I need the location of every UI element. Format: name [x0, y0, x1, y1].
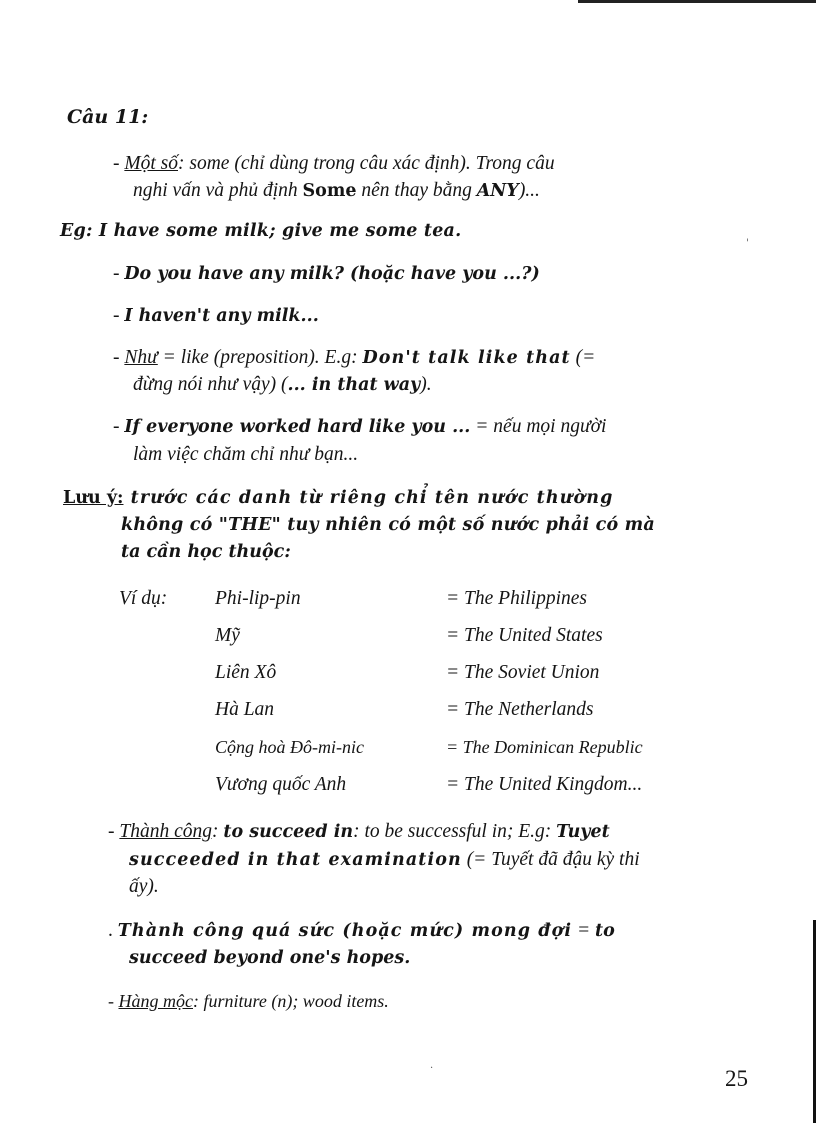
note-label: Lưu ý: — [63, 488, 124, 508]
term-hang-moc: Hàng mộc — [118, 991, 193, 1011]
paragraph-if-everyone-line2: làm việc chăm chỉ như bạn... — [133, 444, 359, 465]
note-line3: ta cần học thuộc: — [121, 542, 291, 562]
term-nhu: Như — [124, 347, 158, 368]
example-label: Ví dụ: — [119, 588, 168, 609]
scan-speck: . — [430, 1060, 434, 1071]
paragraph-hang-moc: - Hàng mộc: furniture (n); wood items. — [108, 991, 389, 1011]
paragraph-nhu-line2: đừng nói như vậy) (... in that way). — [133, 374, 432, 395]
paragraph-thanh-cong-line2: succeeded in that examination (= Tuyết đã đậu kỳ thi — [129, 849, 640, 870]
section-heading: Câu 11: — [67, 106, 149, 128]
paragraph-nhu: - Như = like (preposition). E.g: Don't talk like that (= — [113, 347, 596, 368]
paragraph-thanh-cong-qua-suc: . Thành công quá sức (hoặc mức) mong đợi = to — [108, 920, 615, 941]
paragraph-thanh-cong: - Thành công: to succeed in: to be successful in; E.g: Tuyet — [108, 821, 610, 842]
answer-havent-milk: - I haven't any milk... — [113, 305, 319, 326]
term-thanh-cong: Thành công — [119, 821, 212, 842]
paragraph-thanh-cong-line3: ấy). — [129, 876, 159, 897]
note-line2: không có "THE" tuy nhiên có một số nước phải có mà — [121, 515, 655, 535]
question-any-milk: - Do you have any milk? (hoặc have you ...?) — [113, 263, 540, 284]
scan-speck: ' — [746, 238, 749, 249]
note-luu-y: Lưu ý: trước các danh từ riêng chỉ tên nước thường — [63, 488, 614, 508]
paragraph-thanh-cong-qua-suc-line2: succeed beyond one's hopes. — [129, 948, 411, 968]
term-mot-so: Một số — [124, 153, 178, 174]
example-sentence: Eg: I have some milk; give me some tea. — [60, 221, 462, 241]
top-border-line — [578, 0, 816, 3]
paragraph-mot-so: - Một số: some (chỉ dùng trong câu xác định). Trong câu — [113, 153, 555, 174]
paragraph-if-everyone: - If everyone worked hard like you ... = nếu mọi người — [113, 416, 607, 437]
paragraph-mot-so-line2: nghi vấn và phủ định Some nên thay bằng ANY)... — [133, 180, 540, 201]
page-number: 25 — [725, 1066, 748, 1091]
